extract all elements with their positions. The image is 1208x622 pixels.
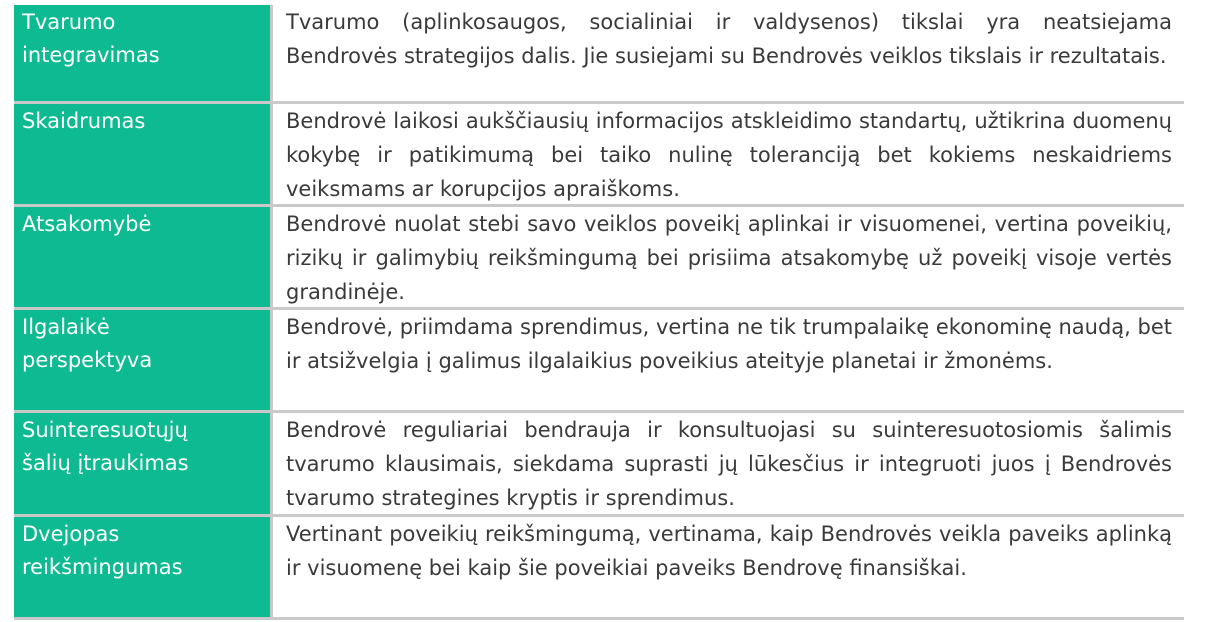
row-term: Suinteresuotųjų šalių įtraukimas xyxy=(14,413,270,514)
row-term: Atsakomybė xyxy=(14,207,270,307)
row-description: Bendrovė reguliariai bendrauja ir konsultuojasi su suinteresuotosiomis šalimis tvarumo klausimais, siekdama suprasti jų lūkesčius ir integruoti juos į Bendrovės tvarumo strategines kryptis ir sprendimus. xyxy=(286,418,1172,510)
table-row xyxy=(14,517,1184,620)
principles-table xyxy=(14,5,1184,620)
row-description: Bendrovė, priimdama sprendimus, vertina ne tik trumpalaikę ekonominę naudą, bet ir atsižvelgia į galimus ilgalaikius poveikius ateityje planetai ir žmonėms. xyxy=(286,315,1172,373)
row-term: Ilgalaikė perspektyva xyxy=(14,310,270,410)
row-description: Bendrovė nuolat stebi savo veiklos poveikį aplinkai ir visuomenei, vertina poveikių, rizikų ir galimybių reikšmingumą bei prisiima atsakomybę už poveikį visoje vertės grandinėje. xyxy=(286,212,1172,304)
row-term: Skaidrumas xyxy=(14,104,270,204)
row-description: Bendrovė laikosi aukščiausių informacijos atskleidimo standartų, užtikrina duomenų kokybę ir patikimumą bei taiko nulinę toleranciją bet kokiems neskaidriems veiksmams ar korupcijos apraiškoms. xyxy=(286,109,1172,201)
row-term: Dvejopas reikšmingumas xyxy=(14,517,270,617)
table-row xyxy=(14,207,1184,310)
table-row xyxy=(14,104,1184,207)
row-term: Tvarumo integravimas xyxy=(14,5,270,101)
row-description: Tvarumo (aplinkosaugos, socialiniai ir valdysenos) tikslai yra neatsiejama Bendrovės strategijos dalis. Jie susiejami su Bendrovės veiklos tikslais ir rezultatais. xyxy=(286,10,1172,68)
row-description: Vertinant poveikių reikšmingumą, vertinama, kaip Bendrovės veikla paveiks aplinką ir visuomenę bei kaip šie poveikiai paveiks Bendrovę finansiškai. xyxy=(286,522,1172,580)
table-row xyxy=(14,413,1184,517)
table-row xyxy=(14,310,1184,413)
table-row xyxy=(14,5,1184,104)
